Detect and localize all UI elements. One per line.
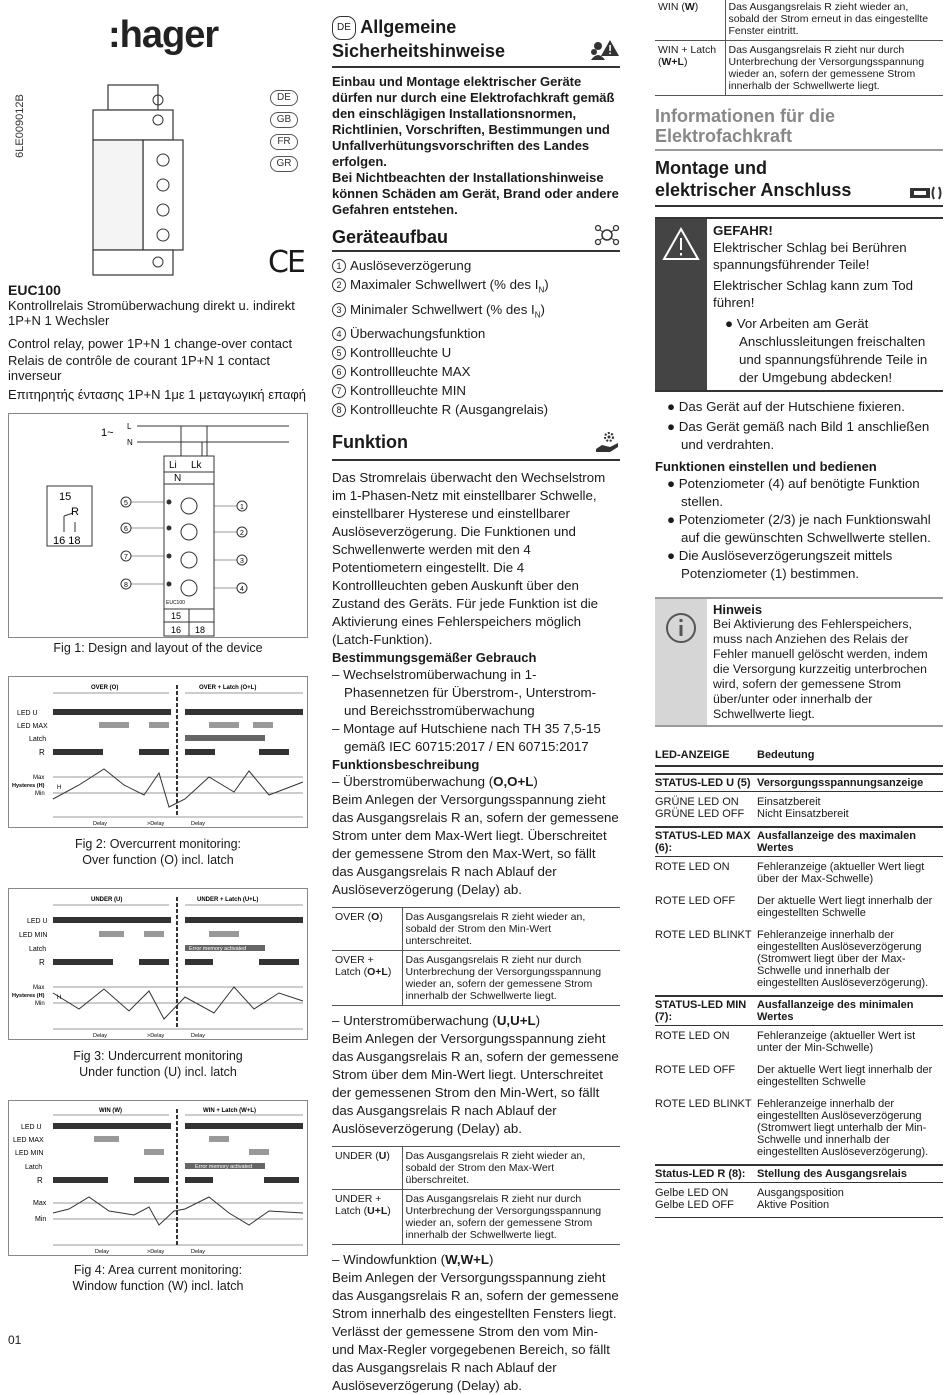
component-number: 2 xyxy=(332,278,346,292)
led-row-right: Ausgangsposition Aktive Position xyxy=(757,1183,943,1218)
led-group-left: STATUS-LED MIN (7): xyxy=(655,996,757,1026)
component-number: 4 xyxy=(332,327,346,341)
led-row-right: Fehleranzeige (aktueller Wert liegt über der Max-Schwelle) xyxy=(757,861,925,885)
led-group-left: STATUS-LED MAX (6): xyxy=(655,827,757,857)
hint-body: Bei Aktivierung des Fehlerspeichers, muss nach Anziehen des Relais der Fehler manuell gelöscht werden, indem die Versorgung kurzzeitig unterbrochen wird, sofern der gemessene Strom über/unter oder innerhalb der Schwellwerte liegt. xyxy=(713,617,928,721)
fig1-callout-6: 6 xyxy=(124,526,128,533)
fig1-callout-7: 7 xyxy=(124,554,128,561)
fig4-caption-line2: Window function (W) incl. latch xyxy=(72,1279,244,1293)
danger-bullet: ● Vor Arbeiten am Gerät Anschlussleitungen freischalten und spannungsführende Teile in der Umgebung abdecken! xyxy=(725,316,928,385)
danger-title: GEFAHR! xyxy=(713,223,773,238)
intended-use-text: Wechselstromüberwachung in 1-Phasennetzen für Überstrom-, Unterstrom- und Bereichsstromüberwachung xyxy=(343,667,596,719)
warning-triangle-icon xyxy=(662,227,700,261)
fig1-relay-15: 15 xyxy=(59,491,72,503)
fig2-note: Error memory activated xyxy=(189,741,247,747)
hint-icon-area xyxy=(655,599,707,725)
component-number: 6 xyxy=(332,365,346,379)
component-item xyxy=(332,324,620,343)
key-text: WIN ( xyxy=(658,1,685,13)
product-info xyxy=(8,283,308,408)
led-group-right: Ausfallanzeige des maximalen Wertes xyxy=(757,827,943,857)
window-heading-text: Windowfunktion ( xyxy=(343,1252,446,1268)
key-end: ) xyxy=(387,1205,391,1218)
settings-bullet: ● Die Auslöseverzögerungszeit mittels Potenziometer (1) bestimmen. xyxy=(667,548,893,581)
fig4-label-right: WIN + Latch (W+L) xyxy=(203,1108,256,1114)
led-row-right: Fehleranzeige innerhalb der eingestellten Auslöseverzögerung (Stromwert liegt über der Max-Schwelle und innerhalb der eingestellten Auslöseverzögerung). xyxy=(757,929,929,989)
led-row xyxy=(655,857,943,892)
montage-heading xyxy=(655,157,943,207)
table-key xyxy=(655,41,725,96)
settings-bullet-text: Potenziometer (2/3) je nach Funktionswahl auf die gewünschten Schwellwerte stellen. xyxy=(678,512,931,545)
fig1-terminal-n: N xyxy=(174,473,182,484)
montage-bullet-text: Das Gerät gemäß nach Bild 1 anschließen und verdrahten. xyxy=(678,419,930,452)
safety-title-line1: Allgemeine xyxy=(360,17,457,37)
danger-text xyxy=(707,219,943,390)
fig2-x-delay3: Delay xyxy=(191,821,206,827)
led-row-right: Fehleranzeige innerhalb der eingestellten Auslöseverzögerung (Stromwert liegt unterhalb der Min-Schwelle und innerhalb der eingestellten Auslöseverzögerung). xyxy=(757,1098,929,1158)
danger-p1: Elektrischer Schlag bei Berühren spannungsführender Teile! xyxy=(713,240,907,272)
key-end: ) xyxy=(387,966,392,979)
component-number: 8 xyxy=(332,403,346,417)
under-heading: – Unterstromüberwachung (U,U+L) xyxy=(332,1013,541,1029)
fig4-row-led-min: LED MIN xyxy=(15,1150,44,1157)
window-text: Beim Anlegen der Versorgungsspannung zieht das Ausgangsrelais R an, sofern der gemessene Strom innerhalb des eingestellten Fensters liegt. Verlässt der gemessene Strom den vom Min- und Max-Regler vorgegebenen Bereich, so fällt das Ausgangsrelais R nach Ablauf der Auslöseverzögerung (Delay) ab. xyxy=(332,1270,619,1394)
fig3-row-r: R xyxy=(39,958,45,967)
fig4-x-delay1: Delay xyxy=(95,1249,110,1255)
safety-text-1: Einbau und Montage elektrischer Geräte dürfen nur durch eine Elektrofachkraft gemäß den einschlägigen Installationsnormen, Richtlinien, Vorschriften, Bestimmungen und Unfallverhütungsvorschriften des Landes erfolgen. xyxy=(332,74,615,169)
over-heading-code: O,O+L xyxy=(493,774,534,790)
hint-box xyxy=(655,597,943,727)
led-row-left: GRÜNE LED ON GRÜNE LED OFF xyxy=(655,796,745,820)
component-label: Kontrollleuchte MIN xyxy=(350,383,467,399)
montage-bullet-text: Das Gerät auf der Hutschiene fixieren. xyxy=(678,399,905,414)
table-row xyxy=(332,1190,620,1245)
fig1-wiring-diagram xyxy=(8,413,308,638)
danger-box xyxy=(655,217,943,392)
key-code: W xyxy=(684,1,695,13)
led-row-right: Der aktuelle Wert liegt innerhalb der eingestellten Schwelle xyxy=(757,895,933,919)
fig1-term-15: 15 xyxy=(171,611,182,621)
component-item xyxy=(332,343,620,362)
component-label: Minimaler Schwellwert (% des I xyxy=(350,301,535,317)
hand-gear-icon xyxy=(594,429,620,455)
fig1-svg xyxy=(9,414,307,637)
table-row xyxy=(655,41,943,96)
component-label: Kontrollleuchte U xyxy=(350,345,452,361)
fig2-caption-line2: Over function (O) incl. latch xyxy=(82,853,234,867)
settings-title: Funktionen einstellen und bedienen xyxy=(655,459,877,474)
fig1-label-n: N xyxy=(127,438,133,447)
component-label-sub: N xyxy=(534,310,541,320)
intended-use-item: – Montage auf Hutschiene nach TH 35 7,5-15 gemäß IEC 60715:2017 / EN 60715:2017 xyxy=(332,721,601,755)
table-key xyxy=(332,908,402,951)
fig1-callout-1: 1 xyxy=(240,504,244,511)
key-end: ) xyxy=(386,1150,390,1163)
fig4-y-max: Max xyxy=(33,1200,47,1207)
component-label-sub: N xyxy=(538,285,545,295)
montage-title-line1: Montage und xyxy=(655,158,767,178)
led-header-left: LED-ANZEIGE xyxy=(655,747,757,766)
fig3-y-min: Min xyxy=(35,1001,45,1007)
fig1-label-phase: 1~ xyxy=(101,427,114,439)
led-row xyxy=(655,1026,943,1061)
fig1-label-l: L xyxy=(127,422,132,431)
settings-bullet: ● Potenziometer (4) auf benötigte Funktion stellen. xyxy=(667,476,920,509)
fig3-x-delay2: >Delay xyxy=(147,1033,165,1039)
table-key xyxy=(332,951,402,1006)
led-row-right: Einsatzbereit Nicht Einsatzbereit xyxy=(757,796,849,820)
fig1-term-16: 16 xyxy=(171,625,182,635)
led-header-right: Bedeutung xyxy=(757,747,943,766)
component-label-end: ) xyxy=(544,277,549,292)
fig2-row-led-max: LED MAX xyxy=(17,723,48,730)
product-desc-gr: Επιτηρητής έντασης 1P+N 1με 1 μεταγωγική επαφή xyxy=(8,387,307,402)
component-number: 7 xyxy=(332,384,346,398)
key-text: UNDER + Latch ( xyxy=(335,1193,382,1218)
component-label: Kontrollleuchte MAX xyxy=(350,364,471,380)
persons-warning-icon xyxy=(588,38,620,62)
led-group-right: Versorgungsspannungsanzeige xyxy=(757,774,943,792)
product-desc-en: Control relay, power 1P+N 1 change-over contact xyxy=(8,336,293,351)
fig1-relay-r: R xyxy=(71,506,79,518)
led-table xyxy=(655,747,943,1218)
table-row xyxy=(332,908,620,951)
key-end: ) xyxy=(694,1,699,13)
window-heading-code: W,W+L xyxy=(445,1252,490,1268)
led-group-right: Stellung des Ausgangsrelais xyxy=(757,1165,943,1183)
key-code: O+L xyxy=(367,966,388,979)
fig1-callout-2: 2 xyxy=(240,530,244,537)
component-label: Überwachungsfunktion xyxy=(350,326,486,342)
fig1-terminal-li: Li xyxy=(169,460,177,471)
fig2-svg xyxy=(9,677,307,827)
under-text: Beim Anlegen der Versorgungsspannung zieht das Ausgangsrelais R an, sofern der gemessene Strom über dem Min-Wert liegt. Unterschreitet der gemessenen Strom den Min-Wert, so fällt das Ausgangsrelais R nach Ablauf der Auslöseverzögerung (Delay) ab. xyxy=(332,1031,619,1137)
fig4-note: Error memory activated xyxy=(195,1164,253,1170)
fig3-row-latch: Latch xyxy=(29,946,47,953)
lang-tag-de[interactable]: DE xyxy=(270,90,298,106)
key-code: U+L xyxy=(367,1205,388,1218)
fig4-x-delay3: Delay xyxy=(191,1249,206,1255)
led-group-row xyxy=(655,774,943,792)
table-value: Das Ausgangsrelais R zieht nur durch Unterbrechung der Versorgungsspannung wieder an, sofern der gemessene Strom innerhalb der Schwellwerte liegt. xyxy=(725,41,943,96)
fig1-device-label: EUC100 xyxy=(166,600,185,606)
fig4-row-led-u: LED U xyxy=(21,1124,42,1131)
danger-p2: Elektrischer Schlag kann zum Tod führen! xyxy=(713,278,914,310)
led-group-row xyxy=(655,996,943,1026)
table-row xyxy=(655,0,943,41)
key-code: U xyxy=(378,1150,387,1163)
fig2-row-latch: Latch xyxy=(29,736,47,743)
fig4-row-latch: Latch xyxy=(25,1164,43,1171)
fig1-callout-3: 3 xyxy=(240,558,244,565)
led-row xyxy=(655,1060,943,1094)
fig2-y-hyst: Hysteres (H) xyxy=(12,783,45,789)
led-row xyxy=(655,1183,943,1218)
led-group-row xyxy=(655,1165,943,1183)
fig2-label-left: OVER (O) xyxy=(91,685,119,691)
fig2-caption xyxy=(8,836,308,868)
components-icon xyxy=(594,224,620,246)
fig1-callout-5: 5 xyxy=(124,500,128,507)
fig3-caption-line1: Fig 3: Undercurrent monitoring xyxy=(73,1049,243,1063)
table-key xyxy=(332,1147,402,1190)
fig2-y-max: Max xyxy=(33,775,45,781)
danger-bullet-text: Vor Arbeiten am Gerät Anschlussleitungen freischalten und spannungsführende Teile in der Umgebung abdecken! xyxy=(736,316,928,385)
led-row-left: ROTE LED BLINKT xyxy=(655,929,752,941)
montage-bullet: ● Das Gerät gemäß nach Bild 1 anschließen und verdrahten. xyxy=(667,419,930,452)
over-heading-text: Überstromüberwachung ( xyxy=(343,774,494,790)
settings-bullet: ● Potenziometer (2/3) je nach Funktionswahl auf die gewünschten Schwellwerte stellen. xyxy=(667,512,931,545)
hint-title: Hinweis xyxy=(713,602,763,617)
fig3-timing-diagram xyxy=(8,888,308,1040)
fig1-callout-4: 4 xyxy=(240,586,244,593)
component-item xyxy=(332,381,620,400)
key-end: ) xyxy=(683,56,688,68)
language-tags xyxy=(270,90,298,178)
info-circle-icon xyxy=(664,611,698,645)
table-row xyxy=(332,951,620,1006)
led-row-right: Fehleranzeige (aktueller Wert ist unter der Min-Schwelle) xyxy=(757,1030,916,1054)
fig2-caption-line1: Fig 2: Overcurrent monitoring: xyxy=(74,837,242,851)
hager-logo: :hager xyxy=(108,14,219,56)
device-illustration xyxy=(88,80,188,280)
din-rail-icon xyxy=(909,185,943,201)
product-desc-fr: Relais de contrôle de courant 1P+N 1 contact inverseur xyxy=(8,353,270,383)
key-text: OVER + Latch ( xyxy=(335,954,374,979)
fig4-row-led-max: LED MAX xyxy=(13,1137,44,1144)
product-name: EUC100 xyxy=(8,282,61,298)
intended-use-title: Bestimmungsgemäßer Gebrauch xyxy=(332,650,537,666)
led-row xyxy=(655,925,943,996)
led-group-left: STATUS-LED U (5) xyxy=(655,774,757,792)
led-row-left: ROTE LED ON xyxy=(655,861,730,873)
funktion-heading xyxy=(332,431,620,461)
fig1-callout-8: 8 xyxy=(124,582,128,589)
fig3-x-delay3: Delay xyxy=(191,1033,206,1039)
geraeteaufbau-list xyxy=(332,256,620,419)
fig3-label-left: UNDER (U) xyxy=(91,897,123,903)
safety-lang-tag: DE xyxy=(332,16,356,40)
under-heading-code: U,U+L xyxy=(496,1013,536,1029)
fig3-h-label: H xyxy=(57,995,62,1001)
fig3-row-led-min: LED MIN xyxy=(19,932,48,939)
fig3-caption xyxy=(8,1048,308,1080)
led-row-left: ROTE LED OFF xyxy=(655,1064,736,1076)
component-label-end: ) xyxy=(540,301,545,317)
component-label: Auslöseverzögerung xyxy=(350,258,472,273)
under-table xyxy=(332,1146,620,1245)
component-item xyxy=(332,362,620,381)
fig2-label-right: OVER + Latch (O+L) xyxy=(199,685,257,691)
fig3-x-delay1: Delay xyxy=(93,1033,108,1039)
table-row xyxy=(332,1147,620,1190)
fig2-y-min: Min xyxy=(35,791,45,797)
table-key xyxy=(655,0,725,41)
document-number: 6LE009012B xyxy=(14,94,26,158)
component-item xyxy=(332,275,620,300)
component-item xyxy=(332,300,620,325)
fig4-caption xyxy=(8,1262,308,1294)
fig1-term-18: 18 xyxy=(195,625,206,635)
lang-tag-fr[interactable]: FR xyxy=(270,134,298,150)
led-row-left: ROTE LED ON xyxy=(655,1030,730,1042)
page-number: 01 xyxy=(8,1333,22,1347)
safety-text-2: Bei Nichtbeachten der Installationshinweise können Schäden am Gerät, Brand oder andere Gefahren entstehen. xyxy=(332,170,619,217)
table-key xyxy=(332,1190,402,1245)
geraeteaufbau-title: Geräteaufbau xyxy=(332,227,449,247)
fig1-terminal-lk: Lk xyxy=(191,460,202,471)
over-heading: – Überstromüberwachung (O,O+L) xyxy=(332,774,538,790)
led-row-right: Der aktuelle Wert liegt innerhalb der eingestellten Schwelle xyxy=(757,1064,933,1088)
fig3-y-max: Max xyxy=(33,985,45,991)
table-value: Das Ausgangsrelais R zieht nur durch Unterbrechung der Versorgungsspannung wieder an, sofern der gemessene Strom innerhalb der Schwellwerte liegt. xyxy=(402,1190,620,1245)
win-table xyxy=(655,0,943,96)
safety-title-line2: Sicherheitshinweise xyxy=(332,41,506,61)
fig2-h-label: H xyxy=(57,785,62,791)
window-heading: – Windowfunktion (W,W+L) xyxy=(332,1252,494,1268)
led-group-left: Status-LED R (8): xyxy=(655,1165,757,1183)
geraeteaufbau-heading xyxy=(332,226,620,252)
component-number: 1 xyxy=(332,259,346,273)
settings-bullet-text: Die Auslöseverzögerungszeit mittels Potenziometer (1) bestimmen. xyxy=(678,548,893,581)
component-number: 3 xyxy=(332,303,346,317)
fig3-label-right: UNDER + Latch (U+L) xyxy=(197,897,259,903)
led-row xyxy=(655,792,943,828)
component-item xyxy=(332,256,620,275)
fig2-row-r: R xyxy=(39,748,45,757)
led-row xyxy=(655,1094,943,1165)
funktion-intro: Das Stromrelais überwacht den Wechselstrom im 1-Phasen-Netz mit einstellbarer Schwelle, einstellbarer Hysterese und einstellbarer Auslöseverzögerung. Die Funktionen und Schwellenwerte werden mit den 4 Potentiometern eingestellt. Die 4 Kontrollleuchten geben Auskunft über den Zustand des Geräts. Für jede Funktion ist die Aktivierung eines Fehlerspeichers möglich (Latch-Funktion). xyxy=(332,470,606,648)
key-code: W+L xyxy=(661,56,684,68)
info-heading: Informationen für die Elektrofachkraft xyxy=(655,106,943,151)
funktion-title: Funktion xyxy=(332,432,408,453)
montage-title-line2: elektrischer Anschluss xyxy=(655,180,852,200)
component-label: Maximaler Schwellwert (% des I xyxy=(350,277,539,292)
table-value: Das Ausgangsrelais R zieht wieder an, sobald der Strom erneut in das eingestellte Fenster eintritt. xyxy=(725,0,943,41)
over-table xyxy=(332,907,620,1006)
fig1-caption: Fig 1: Design and layout of the device xyxy=(53,641,263,655)
component-number: 5 xyxy=(332,346,346,360)
fig2-x-delay1: Delay xyxy=(93,821,108,827)
hint-text xyxy=(707,599,943,725)
fig4-svg xyxy=(9,1101,307,1255)
under-heading-text: Unterstromüberwachung ( xyxy=(343,1013,497,1029)
fig4-label-left: WIN (W) xyxy=(99,1108,122,1114)
fig3-note: Error memory activated xyxy=(189,946,247,952)
over-text: Beim Anlegen der Versorgungsspannung zieht das Ausgangsrelais R an, sofern der gemessene Strom unter dem Max-Wert liegt. Überschreitet der gemessene Strom den Max-Wert, so fällt das Ausgangsrelais R nach Ablauf der Auslöseverzögerung (Delay) ab. xyxy=(332,792,619,898)
led-group-right: Ausfallanzeige des minimalen Wertes xyxy=(757,996,943,1026)
fig4-y-min: Min xyxy=(35,1216,47,1223)
led-row-left: ROTE LED OFF xyxy=(655,895,736,907)
table-value: Das Ausgangsrelais R zieht wieder an, sobald der Strom den Min-Wert unterschreitet. xyxy=(402,908,620,951)
fig1-relay-16-18: 16 18 xyxy=(53,535,81,547)
key-text: OVER ( xyxy=(335,911,372,924)
fig4-x-delay2: >Delay xyxy=(147,1249,165,1255)
led-table-header xyxy=(655,747,943,766)
key-end: ) xyxy=(379,911,383,924)
fig4-caption-line1: Fig 4: Area current monitoring: xyxy=(73,1263,243,1277)
intended-use-text: Montage auf Hutschiene nach TH 35 7,5-15 gemäß IEC 60715:2017 / EN 60715:2017 xyxy=(343,721,601,755)
key-text: WIN + Latch ( xyxy=(658,44,717,68)
led-group-row xyxy=(655,827,943,857)
fig2-row-led-u: LED U xyxy=(17,710,38,717)
fig4-timing-diagram xyxy=(8,1100,308,1256)
key-code: O xyxy=(371,911,380,924)
danger-icon-area xyxy=(655,219,707,390)
fig3-row-led-u: LED U xyxy=(27,918,48,925)
settings-bullet-text: Potenziometer (4) auf benötigte Funktion stellen. xyxy=(678,476,920,509)
fig4-row-r: R xyxy=(37,1176,43,1185)
key-text: UNDER ( xyxy=(335,1150,379,1163)
fig3-y-hyst: Hysteres (H) xyxy=(12,993,45,999)
right-column xyxy=(655,1,943,1218)
component-item xyxy=(332,400,620,419)
table-value: Das Ausgangsrelais R zieht wieder an, sobald der Strom den Max-Wert überschreitet. xyxy=(402,1147,620,1190)
middle-column xyxy=(332,16,620,1395)
lang-tag-gr[interactable]: GR xyxy=(270,156,298,172)
fig3-caption-line2: Under function (U) incl. latch xyxy=(79,1065,237,1079)
fig2-x-delay2: >Delay xyxy=(147,821,165,827)
component-label: Kontrollleuchte R (Ausgangrelais) xyxy=(350,402,549,418)
function-desc-title: Funktionsbeschreibung xyxy=(332,757,480,773)
fig2-timing-diagram xyxy=(8,676,308,828)
fig3-svg xyxy=(9,889,307,1039)
product-desc-de: Kontrollrelais Stromüberwachung direkt u. indirekt 1P+N 1 Wechsler xyxy=(8,298,295,328)
safety-heading xyxy=(332,16,620,68)
table-value: Das Ausgangsrelais R zieht nur durch Unterbrechung der Versorgungsspannung wieder an, sofern der gemessene Strom innerhalb der Schwellwerte liegt. xyxy=(402,951,620,1006)
led-row xyxy=(655,891,943,925)
led-row-left: Gelbe LED ON Gelbe LED OFF xyxy=(655,1183,757,1218)
intended-use-item: – Wechselstromüberwachung in 1-Phasennetzen für Überstrom-, Unterstrom- und Bereichsstromüberwachung xyxy=(332,667,596,719)
montage-bullet: ● Das Gerät auf der Hutschiene fixieren. xyxy=(667,399,905,414)
ce-mark: CE xyxy=(268,245,304,280)
lang-tag-gb[interactable]: GB xyxy=(270,112,298,128)
led-row-left: ROTE LED BLINKT xyxy=(655,1098,752,1110)
